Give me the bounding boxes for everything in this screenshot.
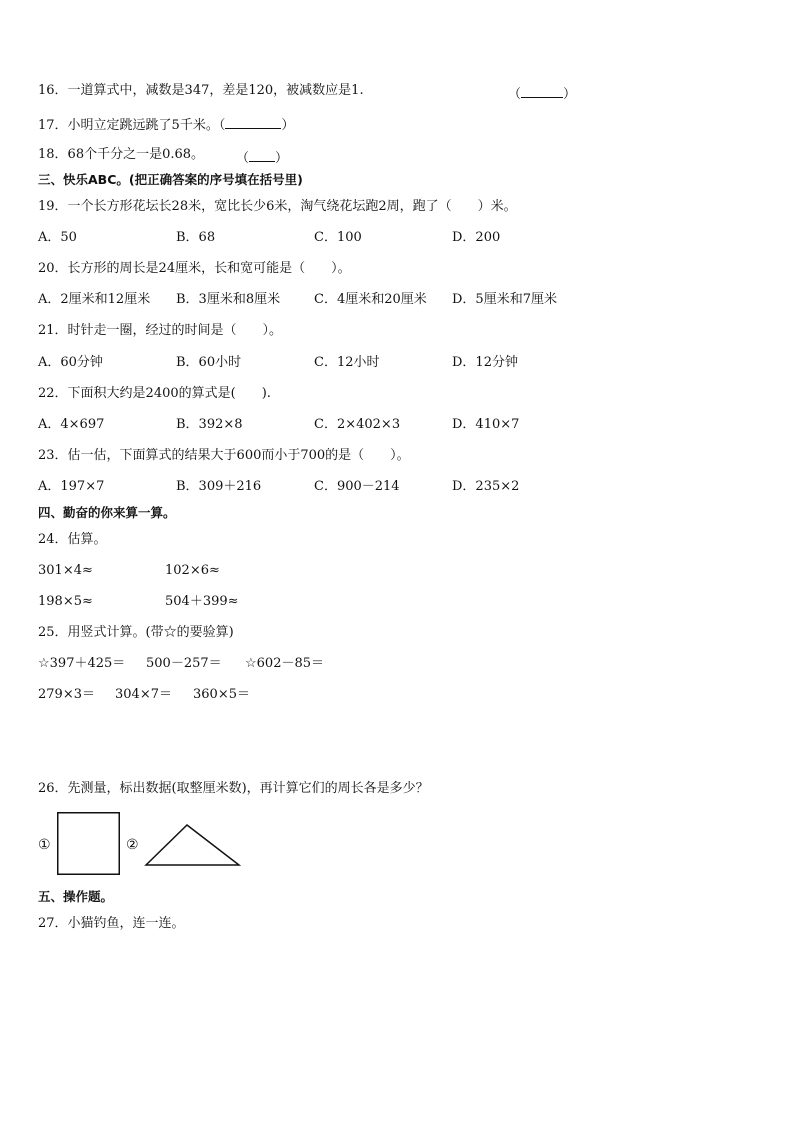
calculation-item: 304×7＝ <box>115 687 172 702</box>
question-18-answer-paren: （ ） <box>236 151 289 166</box>
option-d[interactable]: D．12分钟 <box>452 355 518 370</box>
question-16-text: 16．一道算式中，减数是347，差是120，被减数应是1. <box>38 83 364 98</box>
answer-blank[interactable] <box>521 85 563 98</box>
option-a[interactable]: A．60分钟 <box>38 355 103 370</box>
answer-blank[interactable] <box>249 149 275 162</box>
option-b[interactable]: B．68 <box>176 230 216 245</box>
option-b[interactable]: B．392×8 <box>176 417 243 432</box>
question-17: 17．小明立定跳远跳了5千米。（ ） <box>38 118 295 133</box>
triangle-figure <box>145 823 241 867</box>
question-17-text: 17．小明立定跳远跳了5千米。（ <box>38 118 226 133</box>
question-22: 22．下面积大约是2400的算式是( ). <box>38 386 271 401</box>
option-a[interactable]: A．50 <box>38 230 77 245</box>
option-d[interactable]: D．235×2 <box>452 479 520 494</box>
figure-label-2: ② <box>126 837 139 853</box>
question-21: 21．时针走一圈，经过的时间是（ ）。 <box>38 323 283 338</box>
question-26: 26．先测量，标出数据(取整厘米数)，再计算它们的周长各是多少？ <box>38 781 429 796</box>
option-c[interactable]: C．4厘米和20厘米 <box>314 292 427 307</box>
option-d[interactable]: D．200 <box>452 230 501 245</box>
option-b[interactable]: B．60小时 <box>176 355 242 370</box>
estimate-item: 504＋399≈ <box>165 594 239 609</box>
section-heading-4: 四、勤奋的你来算一算。 <box>38 505 176 520</box>
option-a[interactable]: A．4×697 <box>38 417 105 432</box>
section-heading-5: 五、操作题。 <box>38 889 114 904</box>
question-19: 19．一个长方形花坛长28米，宽比长少6米，淘气绕花坛跑2周，跑了（ ）米。 <box>38 199 517 214</box>
question-20: 20．长方形的周长是24厘米，长和宽可能是（ ）。 <box>38 261 351 276</box>
estimate-item: 301×4≈ <box>38 563 93 578</box>
question-23: 23．估一估，下面算式的结果大于600而小于700的是（ ）。 <box>38 448 410 463</box>
calculation-item: ☆397＋425＝ <box>38 656 126 671</box>
figure-label-1: ① <box>38 837 51 853</box>
option-c[interactable]: C．12小时 <box>314 355 380 370</box>
question-27: 27．小猫钓鱼，连一连。 <box>38 916 185 931</box>
question-16 <box>38 83 364 99</box>
answer-blank[interactable] <box>225 116 281 129</box>
estimate-item: 102×6≈ <box>165 563 220 578</box>
question-25: 25．用竖式计算。(带☆的要验算) <box>38 625 234 640</box>
question-18-text: 18．68个千分之一是0.68。 <box>38 147 205 162</box>
calculation-item: ☆602－85＝ <box>245 656 325 671</box>
calculation-item: 279×3＝ <box>38 687 95 702</box>
question-24: 24．估算。 <box>38 532 107 547</box>
option-c[interactable]: C．100 <box>314 230 362 245</box>
calculation-item: 360×5＝ <box>193 687 250 702</box>
question-18 <box>38 147 204 163</box>
option-a[interactable]: A．2厘米和12厘米 <box>38 292 151 307</box>
option-a[interactable]: A．197×7 <box>38 479 105 494</box>
section-heading-3: 三、快乐ABC。(把正确答案的序号填在括号里) <box>38 172 303 187</box>
option-d[interactable]: D．5厘米和7厘米 <box>452 292 557 307</box>
square-figure <box>57 812 121 876</box>
estimate-item: 198×5≈ <box>38 594 93 609</box>
question-16-answer-paren: （ ） <box>508 87 577 102</box>
option-c[interactable]: C．900－214 <box>314 479 400 494</box>
calculation-item: 500－257＝ <box>146 656 222 671</box>
option-b[interactable]: B．309＋216 <box>176 479 262 494</box>
option-d[interactable]: D．410×7 <box>452 417 520 432</box>
option-c[interactable]: C．2×402×3 <box>314 417 401 432</box>
option-b[interactable]: B．3厘米和8厘米 <box>176 292 281 307</box>
